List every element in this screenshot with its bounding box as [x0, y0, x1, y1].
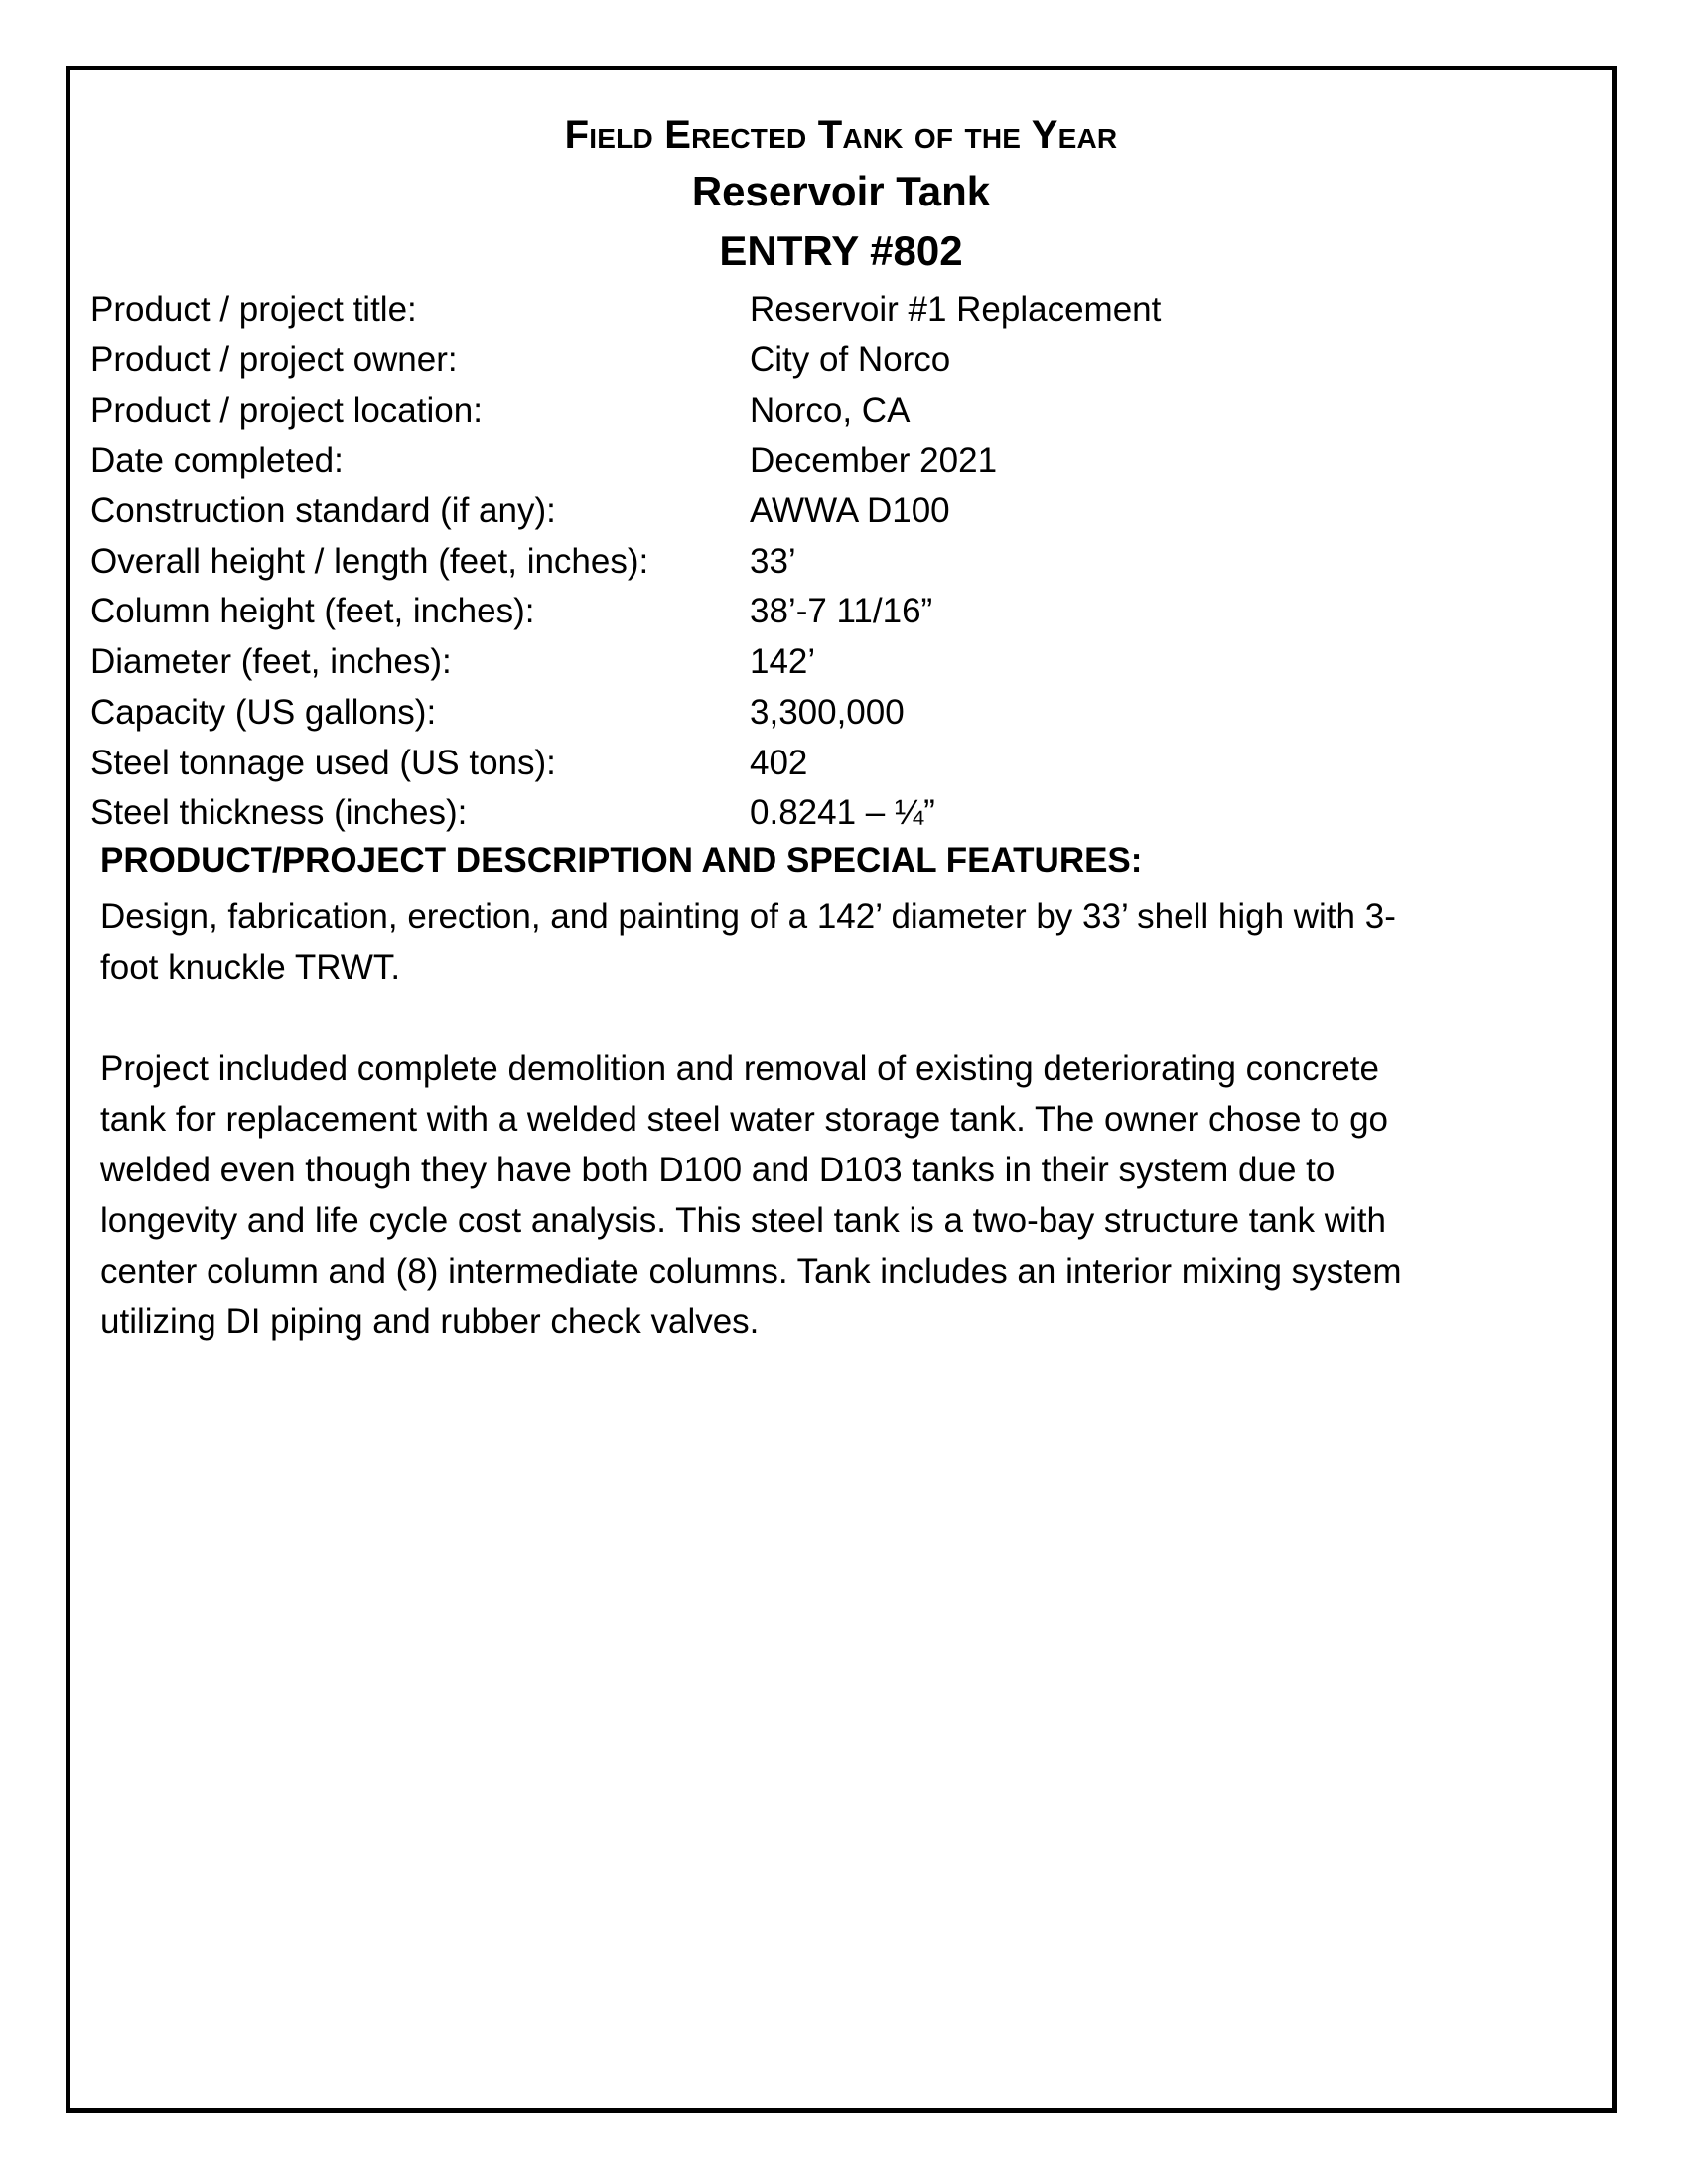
field-label: Overall height / length (feet, inches): — [90, 541, 649, 581]
field-value: Norco, CA — [750, 390, 911, 430]
project-fields — [90, 285, 1580, 839]
field-row-steel-tonnage — [90, 738, 1580, 788]
field-row-diameter — [90, 637, 1580, 688]
award-category-title: Field Erected Tank of the Year — [564, 113, 1118, 157]
field-value: City of Norco — [750, 341, 951, 380]
description-line: welded even though they have both D100 and D103 tanks in their system due to — [100, 1151, 1336, 1189]
field-value: Reservoir #1 Replacement — [750, 290, 1162, 330]
description-line: center column and (8) intermediate columns. Tank includes an interior mixing system — [100, 1252, 1402, 1291]
field-row-construction-standard — [90, 486, 1580, 537]
field-value: 402 — [750, 743, 808, 782]
field-value: 142’ — [750, 642, 816, 682]
field-label: Construction standard (if any): — [90, 491, 556, 531]
description-line: Project included complete demolition and removal of existing deteriorating concrete — [100, 1049, 1379, 1088]
field-row-steel-thickness — [90, 788, 1580, 839]
field-label: Steel tonnage used (US tons): — [90, 743, 556, 782]
field-value: December 2021 — [750, 441, 998, 480]
field-row-column-height — [90, 587, 1580, 637]
description-line: Design, fabrication, erection, and painting of a 142’ diameter by 33’ shell high with 3- — [100, 897, 1396, 936]
description-paragraph — [100, 891, 1600, 993]
field-row-capacity — [90, 688, 1580, 739]
description-line: utilizing DI piping and rubber check valves. — [100, 1302, 760, 1341]
field-row-project-title — [90, 285, 1580, 336]
field-row-date-completed — [90, 436, 1580, 486]
field-value: AWWA D100 — [750, 491, 950, 531]
description-line: tank for replacement with a welded steel water storage tank. The owner chose to go — [100, 1100, 1389, 1139]
field-row-overall-height — [90, 536, 1580, 587]
description-heading: PRODUCT/PROJECT DESCRIPTION AND SPECIAL FEATURES: — [100, 841, 1143, 880]
field-value: 0.8241 – ¼” — [750, 793, 935, 833]
field-label: Date completed: — [90, 441, 344, 480]
entry-number: ENTRY #802 — [719, 227, 963, 274]
entry-form-frame — [66, 66, 1617, 2113]
field-row-project-location — [90, 385, 1580, 436]
field-value: 3,300,000 — [750, 692, 905, 732]
description-paragraph — [100, 1043, 1600, 1347]
description-body — [100, 891, 1600, 1398]
field-label: Capacity (US gallons): — [90, 692, 437, 732]
field-label: Product / project location: — [90, 390, 483, 430]
field-value: 33’ — [750, 541, 796, 581]
field-label: Diameter (feet, inches): — [90, 642, 452, 682]
field-label: Product / project owner: — [90, 341, 458, 380]
description-line: longevity and life cycle cost analysis. This steel tank is a two-bay structure tank with — [100, 1201, 1386, 1240]
field-label: Column height (feet, inches): — [90, 592, 535, 631]
field-value: 38’-7 11/16” — [750, 592, 933, 631]
description-line: foot knuckle TRWT. — [100, 948, 401, 987]
field-label: Product / project title: — [90, 290, 417, 330]
field-label: Steel thickness (inches): — [90, 793, 468, 833]
field-row-project-owner — [90, 336, 1580, 386]
tank-name-title: Reservoir Tank — [691, 168, 991, 214]
